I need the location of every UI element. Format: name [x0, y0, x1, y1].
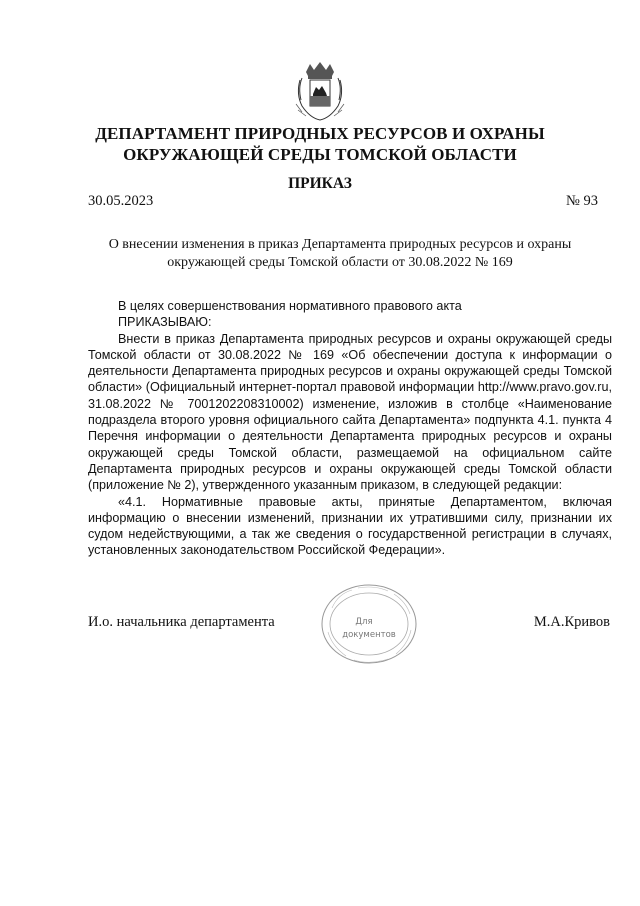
document-number: № 93	[566, 193, 598, 209]
body-paragraph-purpose: В целях совершенствования нормативного правового акта	[118, 299, 462, 313]
document-subject	[0, 236, 640, 272]
official-stamp	[318, 582, 420, 666]
organization-name-line-2: ОКРУЖАЮЩЕЙ СРЕДЫ ТОМСКОЙ ОБЛАСТИ	[123, 145, 517, 164]
subject-line-2: окружающей среды Томской области от 30.08.2022 № 169	[167, 255, 513, 270]
body-paragraph-order: ПРИКАЗЫВАЮ:	[118, 315, 212, 330]
stamp-line-1: Для	[355, 617, 373, 627]
organization-name-line-1: ДЕПАРТАМЕНТ ПРИРОДНЫХ РЕСУРСОВ И ОХРАНЫ	[95, 124, 545, 143]
tomsk-oblast-coat-of-arms-icon	[292, 60, 348, 122]
document-type: ПРИКАЗ	[288, 175, 352, 192]
stamp-line-2: документов	[342, 630, 396, 640]
document-body	[88, 298, 612, 559]
body-paragraph-main: Внести в приказ Департамента природных ресурсов и охраны окружающей среды Томской области от 30.08.2022 № 169 «Об обеспечении доступа к информации о деятельности Департамента природных ресурсов и охраны окружающей среды Томской области» (Официальный интернет-портал правовой информации http://www.pravo.gov.ru, 31.08.2022 № 7001202208310002) изменение, изложив в столбце «Наименование подраздела второго уровня официального сайта Департамента» подпункта 4.1. пункта 4 Перечня информации о деятельности Департамента природных ресурсов и охраны окружающей среды Томской области, размещаемой на официальном сайте Департамента природных ресурсов и охраны окружающей среды Томской области (приложение № 2), утвержденного указанным приказом, в следующей редакции:	[88, 331, 612, 493]
organization-name	[0, 123, 640, 165]
signatory-name: М.А.Кривов	[533, 614, 610, 630]
document-date: 30.05.2023	[88, 193, 154, 209]
body-paragraph-quote: «4.1. Нормативные правовые акты, принятые Департаментом, включая информацию о внесении изменений, признании их утратившими силу, признании их судом недействующими, а так же сведения о государственной регистрации в случаях, установленных законодательством Российской Федерации».	[88, 494, 612, 558]
signatory-position: И.о. начальника департамента	[88, 614, 275, 630]
subject-line-1: О внесении изменения в приказ Департамента природных ресурсов и охраны	[108, 237, 572, 252]
